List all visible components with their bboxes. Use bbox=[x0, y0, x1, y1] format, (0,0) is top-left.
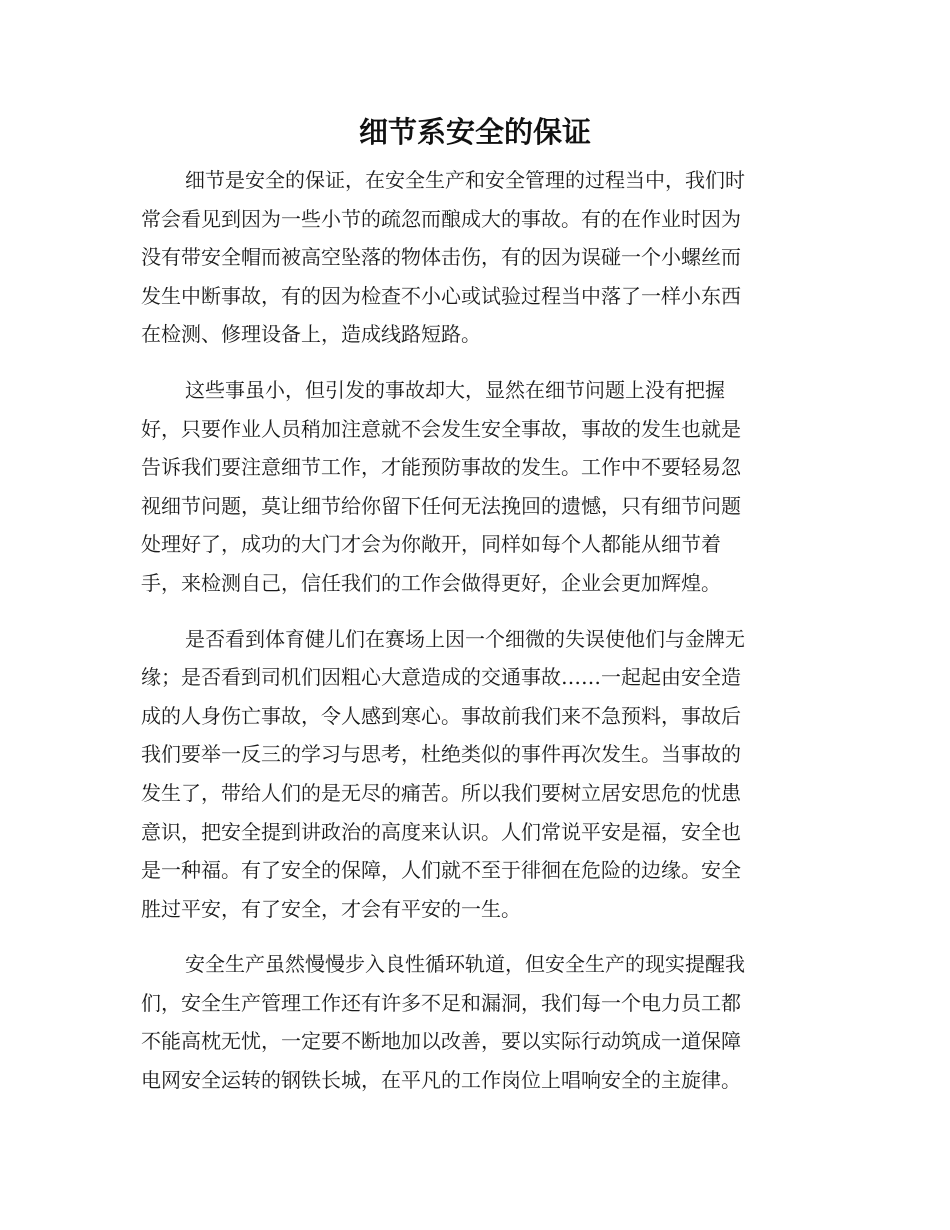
paragraph-line: 成的人身伤亡事故，令人感到寒心。事故前我们来不急预料，事故后 bbox=[141, 703, 741, 728]
paragraph-line: 电网安全运转的钢铁长城，在平凡的工作岗位上唱响安全的主旋律。 bbox=[141, 1068, 741, 1093]
paragraph-line: 是一种福。有了安全的保障，人们就不至于徘徊在危险的边缘。安全 bbox=[141, 858, 741, 883]
paragraph-line: 发生了，带给人们的是无尽的痛苦。所以我们要树立居安思危的忧患 bbox=[141, 780, 741, 805]
paragraph-line: 意识，把安全提到讲政治的高度来认识。人们常说平安是福，安全也 bbox=[141, 819, 741, 844]
paragraph-line: 是否看到体育健儿们在赛场上因一个细微的失误使他们与金牌无 bbox=[185, 626, 745, 651]
paragraph-line: 常会看见到因为一些小节的疏忽而酿成大的事故。有的在作业时因为 bbox=[141, 206, 741, 231]
paragraph-line: 们，安全生产管理工作还有许多不足和漏洞，我们每一个电力员工都 bbox=[141, 990, 741, 1015]
paragraph-line: 胜过平安，有了安全，才会有平安的一生。 bbox=[141, 896, 521, 921]
paragraph-line: 告诉我们要注意细节工作，才能预防事故的发生。工作中不要轻易忽 bbox=[141, 455, 741, 480]
paragraph-line: 视细节问题，莫让细节给你留下任何无法挽回的遗憾，只有细节问题 bbox=[141, 493, 741, 518]
paragraph bbox=[141, 161, 797, 354]
document-body bbox=[141, 161, 797, 1117]
paragraph-line: 这些事虽小，但引发的事故却大，显然在细节问题上没有把握 bbox=[185, 377, 725, 402]
document-title: 细节系安全的保证 bbox=[358, 115, 591, 149]
paragraph-line: 我们要举一反三的学习与思考，杜绝类似的事件再次发生。当事故的 bbox=[141, 742, 741, 767]
paragraph-line: 发生中断事故，有的因为检查不小心或试验过程当中落了一样小东西 bbox=[141, 283, 741, 308]
paragraph-line: 好，只要作业人员稍加注意就不会发生安全事故，事故的发生也就是 bbox=[141, 416, 741, 441]
paragraph-line: 不能高枕无忧，一定要不断地加以改善，要以实际行动筑成一道保障 bbox=[141, 1029, 741, 1054]
paragraph bbox=[141, 371, 797, 603]
paragraph-line: 没有带安全帽而被高空坠落的物体击伤，有的因为误碰一个小螺丝而 bbox=[141, 245, 741, 270]
paragraph bbox=[141, 620, 797, 929]
paragraph-line: 缘；是否看到司机们因粗心大意造成的交通事故……一起起由安全造 bbox=[141, 665, 741, 690]
paragraph bbox=[141, 945, 797, 1099]
paragraph-line: 安全生产虽然慢慢步入良性循环轨道，但安全生产的现实提醒我 bbox=[185, 952, 745, 977]
paragraph-line: 在检测、修理设备上，造成线路短路。 bbox=[141, 322, 481, 347]
paragraph-line: 细节是安全的保证，在安全生产和安全管理的过程当中，我们时 bbox=[185, 168, 745, 192]
paragraph-line: 处理好了，成功的大门才会为你敞开，同样如每个人都能从细节着 bbox=[141, 532, 721, 557]
paragraph-line: 手，来检测自己，信任我们的工作会做得更好，企业会更加辉煌。 bbox=[141, 570, 721, 595]
